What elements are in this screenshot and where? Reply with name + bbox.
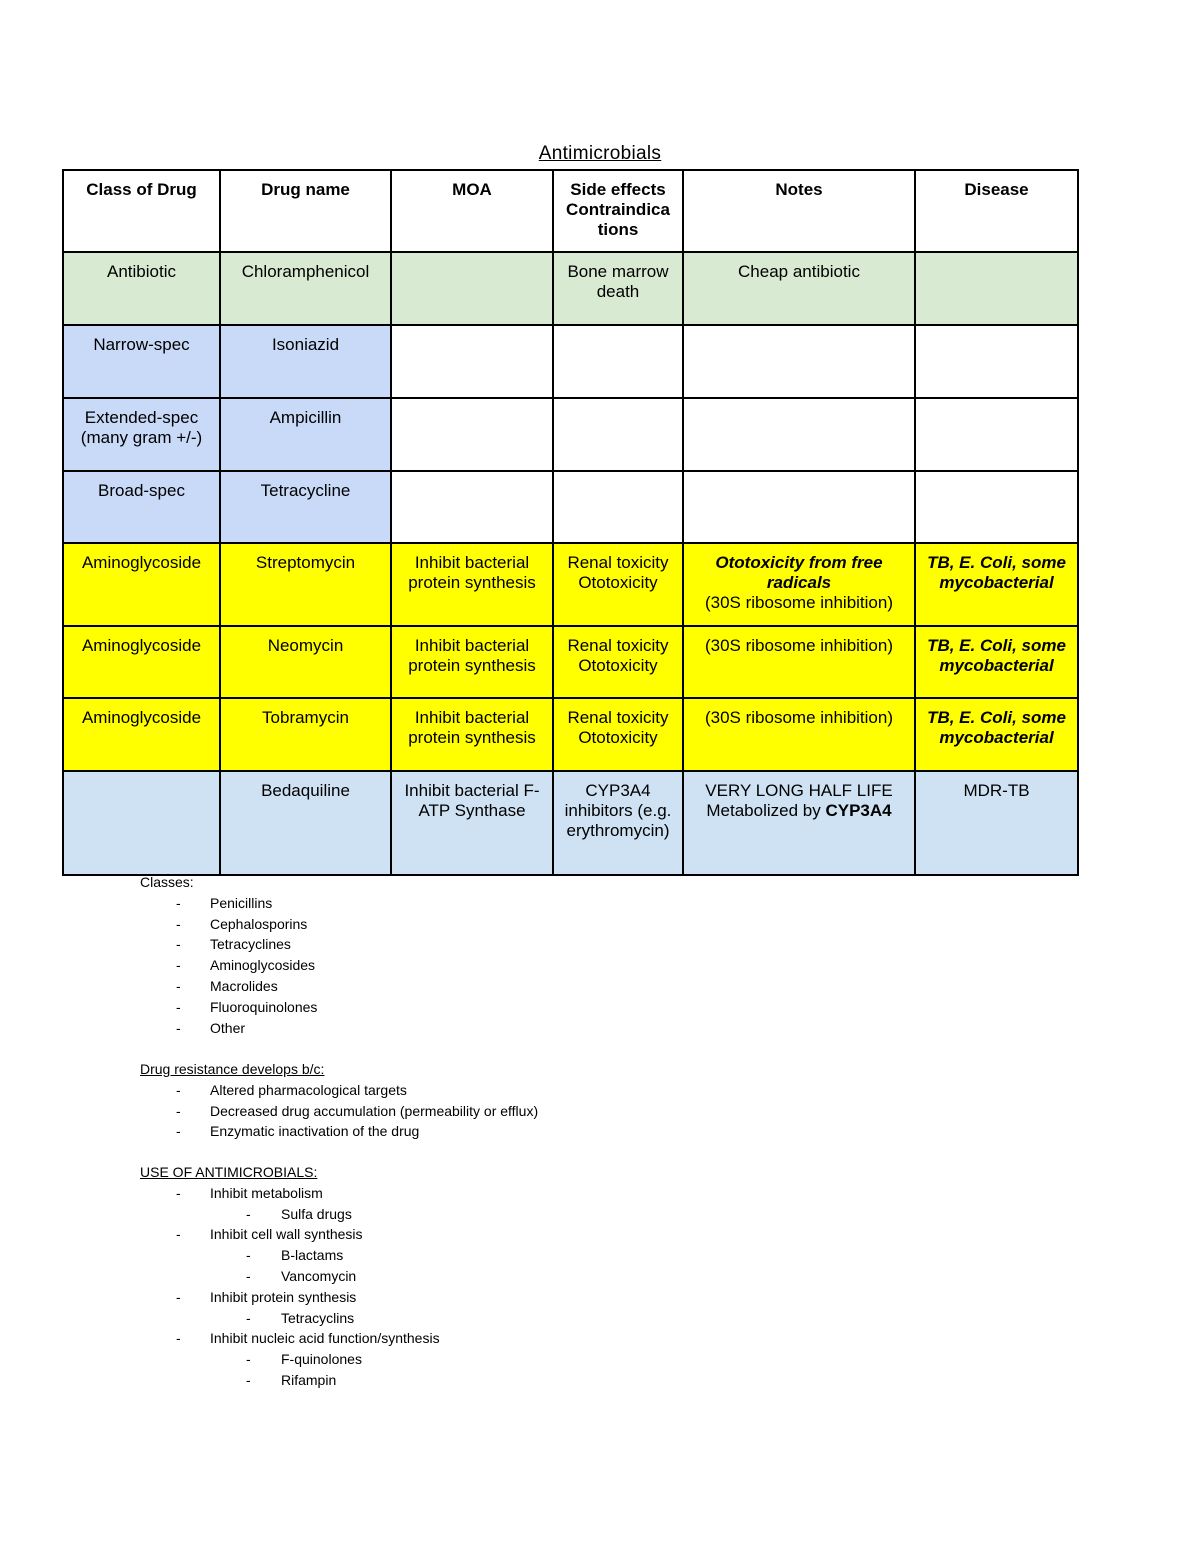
cell-class: Aminoglycoside	[63, 698, 220, 771]
cell-class	[63, 771, 220, 875]
list-item: - Penicillins	[140, 893, 317, 914]
cell-side-effects	[553, 471, 683, 543]
cell-class: Broad-spec	[63, 471, 220, 543]
cell-side-effects	[553, 325, 683, 398]
cell-drug: Neomycin	[220, 626, 391, 698]
sub-list-item: - F-quinolones	[140, 1349, 440, 1370]
sub-list-item: - Sulfa drugs	[140, 1204, 440, 1225]
header-moa: MOA	[391, 170, 553, 252]
note-metabolized	[690, 801, 908, 821]
classes-heading: Classes:	[140, 874, 194, 890]
cell-drug: Streptomycin	[220, 543, 391, 626]
list-item: - Enzymatic inactivation of the drug	[140, 1121, 538, 1142]
cell-notes	[683, 471, 915, 543]
list-item: - Inhibit cell wall synthesis	[140, 1224, 440, 1245]
list-item: - Cephalosporins	[140, 914, 317, 935]
note-half-life: VERY LONG HALF LIFE	[705, 781, 893, 800]
cell-disease: MDR-TB	[915, 771, 1078, 875]
header-class: Class of Drug	[63, 170, 220, 252]
cell-side-effects: Bone marrow death	[553, 252, 683, 325]
sub-list-item: - Tetracyclins	[140, 1308, 440, 1329]
cell-notes	[683, 398, 915, 471]
cell-drug: Tobramycin	[220, 698, 391, 771]
cell-drug: Tetracycline	[220, 471, 391, 543]
cell-notes	[683, 771, 915, 875]
list-item: - Aminoglycosides	[140, 955, 317, 976]
cell-moa: Inhibit bacterial protein synthesis	[391, 543, 553, 626]
cell-disease	[915, 325, 1078, 398]
sub-list-item: - Rifampin	[140, 1370, 440, 1391]
use-heading: USE OF ANTIMICROBIALS:	[140, 1164, 318, 1180]
list-item: - Other	[140, 1018, 317, 1039]
list-item: - Inhibit protein synthesis	[140, 1287, 440, 1308]
sub-list-item: - Vancomycin	[140, 1266, 440, 1287]
note-highlight: Ototoxicity from free radicals	[715, 553, 883, 592]
cell-disease: TB, E. Coli, some mycobacterial	[915, 543, 1078, 626]
cell-drug: Bedaquiline	[220, 771, 391, 875]
cell-disease: TB, E. Coli, some mycobacterial	[915, 626, 1078, 698]
note-main: (30S ribosome inhibition)	[704, 593, 894, 612]
note-metabolized-label: Metabolized by	[706, 801, 821, 820]
header-disease: Disease	[915, 170, 1078, 252]
table-row	[63, 471, 1078, 543]
cell-disease	[915, 252, 1078, 325]
cell-disease	[915, 471, 1078, 543]
list-item: - Macrolides	[140, 976, 317, 997]
cell-notes	[683, 543, 915, 626]
cell-side-effects: Renal toxicity Ototoxicity	[553, 543, 683, 626]
list-item: - Fluoroquinolones	[140, 997, 317, 1018]
cell-side-effects: Renal toxicity Ototoxicity	[553, 698, 683, 771]
cell-disease: TB, E. Coli, some mycobacterial	[915, 698, 1078, 771]
cell-drug: Ampicillin	[220, 398, 391, 471]
table-row	[63, 543, 1078, 626]
cell-drug: Isoniazid	[220, 325, 391, 398]
cell-notes: (30S ribosome inhibition)	[683, 698, 915, 771]
cell-class: Narrow-spec	[63, 325, 220, 398]
antimicrobials-table	[62, 169, 1079, 876]
cell-side-effects: Renal toxicity Ototoxicity	[553, 626, 683, 698]
cell-moa: Inhibit bacterial F-ATP Synthase	[391, 771, 553, 875]
cell-moa: Inhibit bacterial protein synthesis	[391, 626, 553, 698]
use-section	[140, 1162, 440, 1391]
list-item: - Decreased drug accumulation (permeability or efflux)	[140, 1101, 538, 1122]
table-row	[63, 252, 1078, 325]
header-notes: Notes	[683, 170, 915, 252]
cell-class: Extended-spec (many gram +/-)	[63, 398, 220, 471]
list-item: - Altered pharmacological targets	[140, 1080, 538, 1101]
cell-notes	[683, 252, 915, 325]
cell-moa	[391, 398, 553, 471]
cell-class: Aminoglycoside	[63, 626, 220, 698]
list-item: - Inhibit metabolism	[140, 1183, 440, 1204]
table-row	[63, 698, 1078, 771]
cell-moa	[391, 252, 553, 325]
resistance-heading: Drug resistance develops b/c:	[140, 1061, 325, 1077]
note-enzyme: CYP3A4	[825, 801, 892, 820]
cell-class: Antibiotic	[63, 252, 220, 325]
cell-class: Aminoglycoside	[63, 543, 220, 626]
list-item: - Inhibit nucleic acid function/synthesis	[140, 1328, 440, 1349]
classes-section	[140, 872, 317, 1038]
table-header-row	[63, 170, 1078, 252]
table-row	[63, 771, 1078, 875]
note-main: Cheap antibiotic	[738, 262, 860, 281]
cell-side-effects: CYP3A4 inhibitors (e.g. erythromycin)	[553, 771, 683, 875]
cell-disease	[915, 398, 1078, 471]
page-title: Antimicrobials	[538, 143, 662, 164]
sub-list-item: - B-lactams	[140, 1245, 440, 1266]
cell-notes: (30S ribosome inhibition)	[683, 626, 915, 698]
cell-notes	[683, 325, 915, 398]
cell-moa: Inhibit bacterial protein synthesis	[391, 698, 553, 771]
cell-moa	[391, 325, 553, 398]
table-row	[63, 626, 1078, 698]
table-row	[63, 325, 1078, 398]
header-drug: Drug name	[220, 170, 391, 252]
header-side-effects: Side effects Contraindica tions	[553, 170, 683, 252]
list-item: - Tetracyclines	[140, 934, 317, 955]
resistance-section	[140, 1059, 538, 1142]
cell-drug: Chloramphenicol	[220, 252, 391, 325]
cell-side-effects	[553, 398, 683, 471]
cell-moa	[391, 471, 553, 543]
table-row	[63, 398, 1078, 471]
